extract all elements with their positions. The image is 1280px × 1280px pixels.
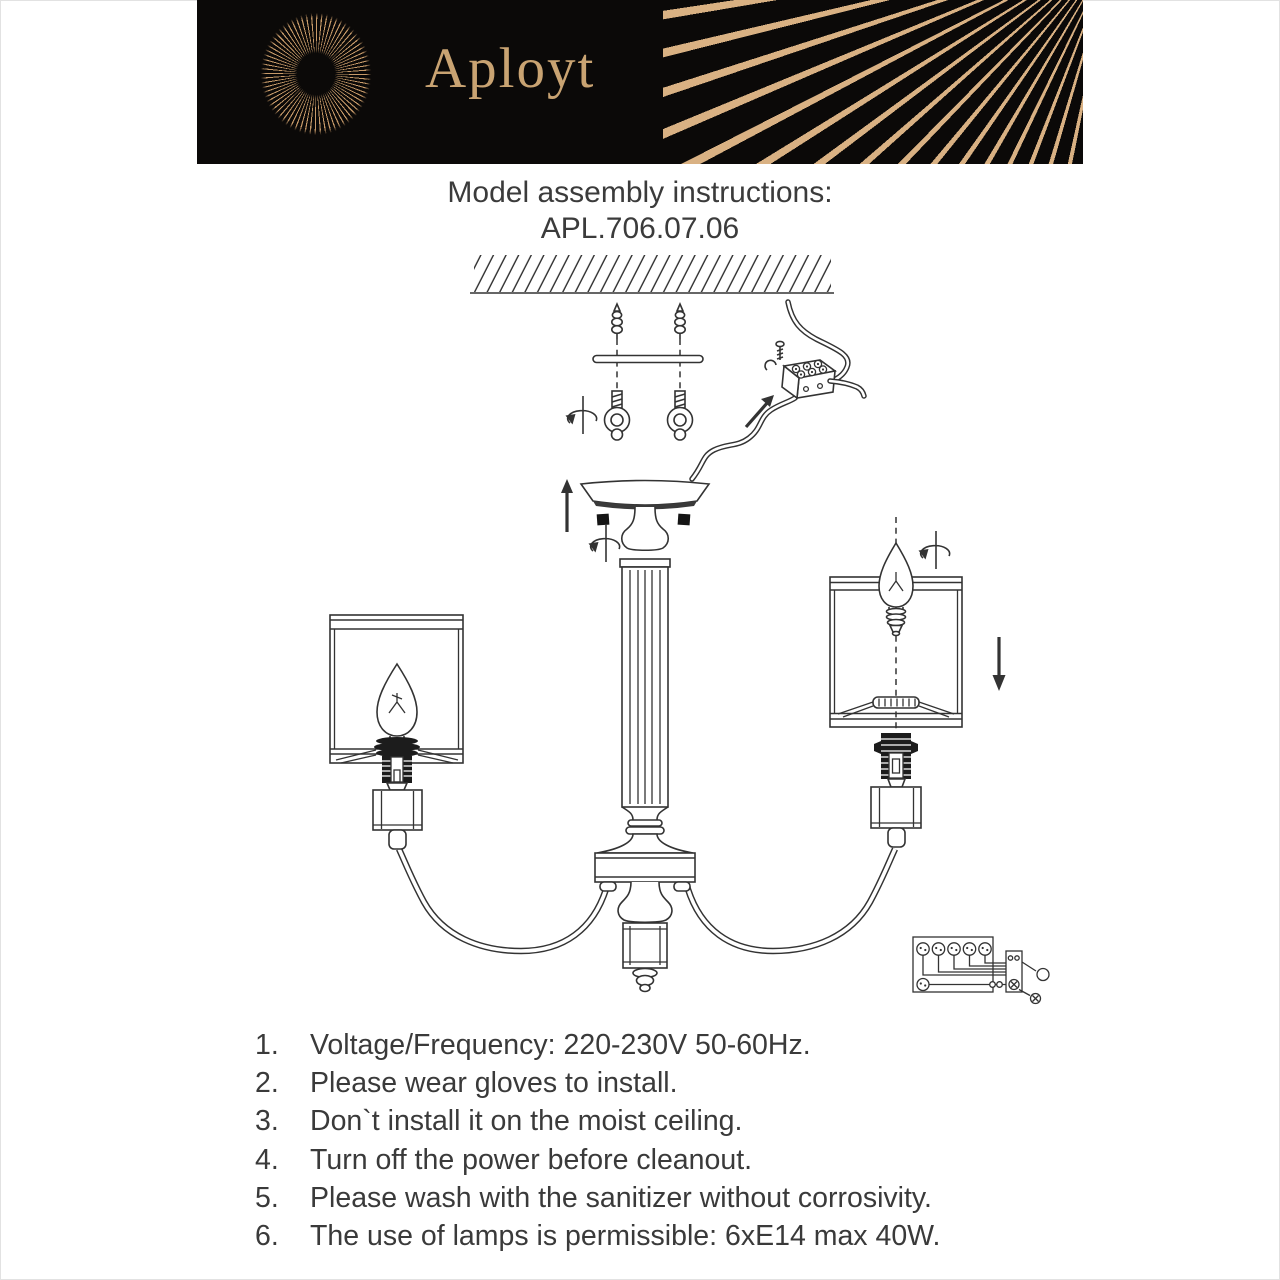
item-number: 4. — [255, 1143, 279, 1176]
instruction-item — [255, 1217, 940, 1255]
left-socket-cup — [373, 790, 422, 830]
instruction-item — [255, 1064, 940, 1102]
item-number: 1. — [255, 1029, 279, 1061]
assembly-diagram — [0, 250, 1280, 1025]
mounting-bar — [593, 356, 703, 363]
item-text: The use of lamps is permissible: 6xE14 max 40W. — [310, 1220, 941, 1253]
instruction-list — [255, 1026, 940, 1255]
instruction-item — [255, 1141, 940, 1179]
item-text: Please wear gloves to install. — [310, 1067, 678, 1100]
anchor-screws — [566, 304, 704, 440]
brand-banner — [197, 0, 1083, 164]
rotate-icon — [566, 396, 597, 434]
rotate-icon — [919, 531, 950, 569]
sheet-heading: Model assembly instructions: — [447, 176, 833, 209]
model-number: APL.706.07.06 — [540, 212, 740, 245]
shade-ring — [873, 697, 919, 708]
item-text: Don`t install it on the moist ceiling. — [310, 1105, 743, 1138]
corner-rays-decoration — [663, 0, 1083, 164]
ceiling-hatch — [470, 255, 834, 293]
terminal-block-assembly — [692, 302, 864, 479]
item-number: 2. — [255, 1067, 279, 1100]
wiring-schematic — [913, 937, 1049, 1004]
left-lamp — [330, 615, 463, 849]
brand-name: Aployt — [425, 37, 596, 100]
instruction-item — [255, 1179, 940, 1217]
direction-arrow-down — [993, 637, 1006, 691]
instruction-item — [255, 1026, 940, 1064]
sunburst-logo-icon — [259, 11, 373, 137]
rotate-icon — [589, 524, 620, 562]
instruction-item — [255, 1102, 940, 1140]
item-number: 6. — [255, 1220, 279, 1253]
canopy-nut — [678, 514, 691, 526]
item-text: Turn off the power before cleanout. — [310, 1143, 753, 1176]
item-number: 3. — [255, 1105, 279, 1138]
ceiling-canopy — [581, 481, 709, 506]
canopy-wire — [692, 398, 795, 479]
direction-arrow-up — [561, 479, 573, 532]
canopy-and-column — [561, 479, 709, 882]
item-number: 5. — [255, 1181, 279, 1214]
item-text: Voltage/Frequency: 220-230V 50-60Hz. — [310, 1029, 811, 1061]
right-lamp — [830, 517, 1006, 847]
canopy-nut — [597, 514, 610, 526]
center-finial — [600, 882, 690, 992]
item-text: Please wash with the sanitizer without corrosivity. — [310, 1181, 932, 1214]
